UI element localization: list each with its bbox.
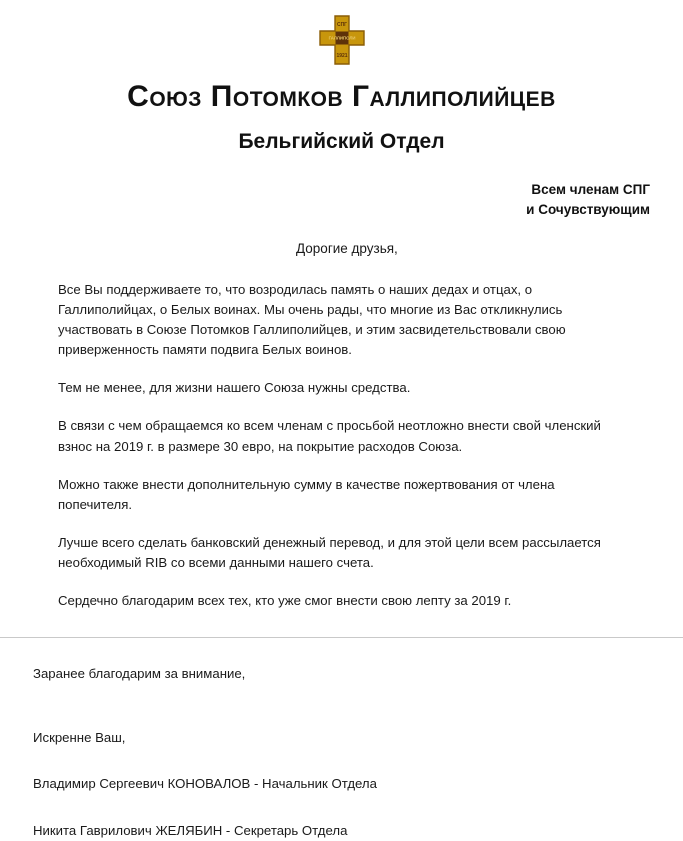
svg-text:1921: 1921 [335, 53, 348, 59]
organization-subtitle: Бельгийский Отдел [238, 130, 445, 153]
closing-thanks: Заранее благодарим за внимание, [33, 665, 246, 681]
body-paragraph: Можно также внести дополнительную сумму в качестве пожертвования от члена попечителя. [58, 476, 555, 512]
addressee-block [0, 180, 683, 219]
body-paragraph: Сердечно благодарим всех тех, кто уже смог внести свою лепту за 2019 г. [58, 592, 512, 608]
addressee-line-2: и Сочувствующим [526, 201, 650, 217]
orthodox-cross-emblem [318, 14, 366, 66]
body-paragraph: В связи с чем обращаемся ко всем членам с просьбой неотложно внести свой членский взнос на 2019 г. в размере 30 евро, на покрытие расходов Союза. [58, 418, 601, 454]
svg-text:ГАЛЛИПОЛИ: ГАЛЛИПОЛИ [328, 35, 355, 41]
emblem-container [0, 0, 683, 66]
organization-title: Союз Потомков Галлиполийцев [127, 80, 556, 113]
closing-yours: Искренне Ваш, [33, 729, 126, 745]
letter-body [0, 280, 683, 611]
closing-block [0, 664, 683, 841]
body-paragraph: Все Вы поддерживаете то, что возродилась память о наших дедах и отцах, о Галлиполийцах, о Белых воинах. Мы очень рады, что многие из Вас откликнулись участвовать в Союзе Потомков Галлиполийцев, и этим засвидетельствовали свою приверженность памяти подвига Белых воинов. [58, 282, 566, 358]
salutation: Дорогие друзья, [296, 241, 398, 257]
signature-line-2: Никита Гаврилович ЖЕЛЯБИН - Секретарь Отдела [33, 823, 348, 839]
signature-line-1: Владимир Сергеевич КОНОВАЛОВ - Начальник Отдела [33, 776, 377, 792]
section-divider [0, 637, 683, 638]
svg-text:СПГ: СПГ [336, 22, 347, 28]
body-paragraph: Тем не менее, для жизни нашего Союза нужны средства. [58, 380, 411, 396]
addressee-line-1: Всем членам СПГ [531, 182, 650, 197]
body-paragraph: Лучше всего сделать банковский денежный перевод, и для этой цели всем рассылается необходимый RIB со всеми данными нашего счета. [58, 534, 601, 570]
